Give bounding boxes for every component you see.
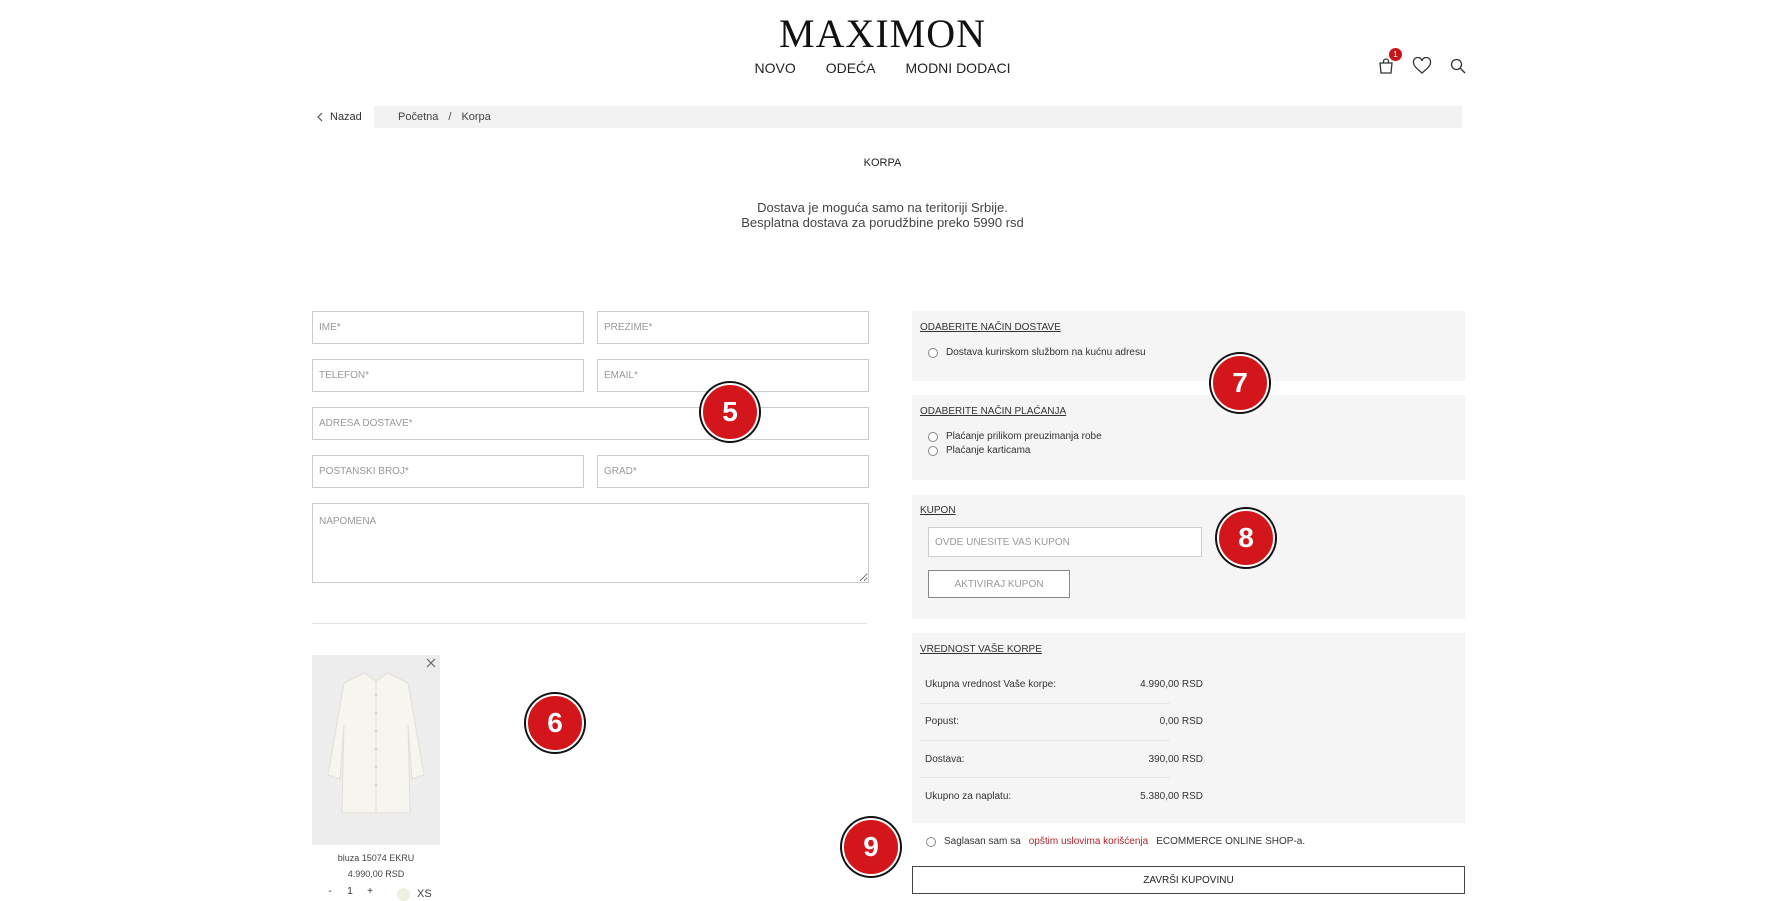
delivery-option-courier[interactable]	[928, 347, 1146, 358]
radio-button[interactable]	[928, 348, 938, 358]
size-label: XS	[417, 888, 432, 900]
terms-link[interactable]: opštim uslovima korišćenja	[1028, 836, 1149, 847]
notice-line-1: Dostava je moguća samo na teritoriji Srbije.	[757, 200, 1008, 215]
chevron-left-icon	[316, 112, 324, 122]
nav-item-odeca[interactable]: ODEĆA	[825, 60, 876, 76]
phone-input[interactable]	[312, 359, 584, 392]
summary-row-subtotal	[925, 679, 1455, 693]
summary-row-total	[925, 791, 1455, 805]
header-icons	[1375, 50, 1469, 77]
coupon-input[interactable]	[928, 527, 1202, 557]
summary-label: Ukupno za naplatu:	[925, 791, 1012, 802]
qty-decrease-button[interactable]: -	[328, 886, 332, 897]
remove-item-button[interactable]	[424, 656, 438, 670]
cart-button[interactable]	[1375, 50, 1398, 77]
breadcrumb-home[interactable]: Početna	[398, 111, 439, 123]
finish-purchase-button[interactable]: ZAVRŠI KUPOVINU	[912, 866, 1465, 894]
payment-option-label: Plaćanje karticama	[946, 445, 1031, 456]
nav-item-novo[interactable]: NOVO	[754, 60, 796, 76]
wishlist-button[interactable]	[1411, 55, 1433, 77]
summary-panel	[912, 633, 1465, 823]
annotation-marker-7: 7	[1211, 354, 1269, 412]
terms-prefix: Saglasan sam sa	[944, 836, 1021, 847]
terms-suffix: ECOMMERCE ONLINE SHOP-a.	[1156, 836, 1306, 847]
summary-label: Ukupna vrednost Vaše korpe:	[925, 679, 1057, 690]
breadcrumb-current: Korpa	[461, 111, 491, 123]
delivery-option-label: Dostava kurirskom službom na kućnu adresu	[946, 347, 1146, 358]
heart-icon	[1412, 57, 1432, 75]
annotation-marker-8: 8	[1217, 509, 1275, 567]
breadcrumb-separator: /	[448, 111, 452, 123]
close-icon	[424, 656, 438, 670]
summary-divider	[920, 777, 1170, 778]
main-nav	[0, 60, 1765, 76]
summary-value: 5.380,00 RSD	[1140, 791, 1203, 802]
annotation-marker-9: 9	[842, 818, 900, 876]
summary-row-discount	[925, 716, 1455, 730]
site-logo[interactable]: MAXIMON	[779, 11, 986, 56]
quantity-stepper	[320, 886, 380, 897]
nav-item-modni-dodaci[interactable]: MODNI DODACI	[905, 60, 1011, 76]
product-name[interactable]: bluza 15074 EKRU	[337, 853, 415, 863]
summary-label: Dostava:	[925, 754, 965, 765]
back-button[interactable]	[312, 106, 374, 128]
summary-value: 390,00 RSD	[1148, 754, 1203, 765]
city-input[interactable]	[597, 455, 869, 488]
qty-value[interactable]: 1	[347, 886, 353, 897]
delivery-title: ODABERITE NAČIN DOSTAVE	[920, 322, 1061, 333]
product-price: 4.990,00 RSD	[347, 869, 405, 879]
terms-checkbox[interactable]	[926, 837, 936, 847]
payment-panel	[912, 395, 1465, 480]
section-divider	[312, 623, 867, 624]
summary-divider	[920, 703, 1170, 704]
first-name-input[interactable]	[312, 311, 584, 344]
breadcrumb	[398, 106, 491, 128]
delivery-panel	[912, 311, 1465, 381]
product-image[interactable]	[312, 655, 440, 845]
coupon-title: KUPON	[920, 505, 956, 516]
payment-option-card[interactable]	[928, 445, 1030, 456]
address-input[interactable]	[312, 407, 869, 440]
postal-code-input[interactable]	[312, 455, 584, 488]
cart-count-badge: 1	[1389, 48, 1402, 61]
radio-button[interactable]	[928, 432, 938, 442]
summary-title: VREDNOST VAŠE KORPE	[920, 644, 1042, 655]
activate-coupon-button[interactable]: AKTIVIRAJ KUPON	[928, 570, 1070, 598]
payment-option-label: Plaćanje prilikom preuzimanja robe	[946, 431, 1102, 442]
page-title: KORPA	[863, 157, 902, 169]
annotation-marker-6: 6	[526, 694, 584, 752]
summary-value: 4.990,00 RSD	[1140, 679, 1203, 690]
radio-button[interactable]	[928, 446, 938, 456]
annotation-marker-5: 5	[701, 383, 759, 441]
note-textarea[interactable]	[312, 503, 869, 583]
payment-title: ODABERITE NAČIN PLAĆANJA	[920, 406, 1067, 417]
summary-row-shipping	[925, 754, 1455, 768]
size-swatch	[397, 888, 410, 901]
back-label: Nazad	[330, 111, 362, 123]
notice-line-2: Besplatna dostava za porudžbine preko 5990 rsd	[741, 215, 1024, 230]
summary-value: 0,00 RSD	[1159, 716, 1203, 727]
payment-option-cod[interactable]	[928, 431, 1102, 442]
qty-increase-button[interactable]: +	[367, 886, 373, 897]
blouse-illustration	[312, 655, 440, 845]
summary-divider	[920, 740, 1170, 741]
search-button[interactable]	[1447, 55, 1469, 77]
terms-agreement	[926, 836, 1305, 847]
summary-label: Popust:	[925, 716, 959, 727]
coupon-panel	[912, 495, 1465, 619]
search-icon	[1449, 57, 1467, 75]
delivery-notice	[0, 200, 1765, 230]
last-name-input[interactable]	[597, 311, 869, 344]
